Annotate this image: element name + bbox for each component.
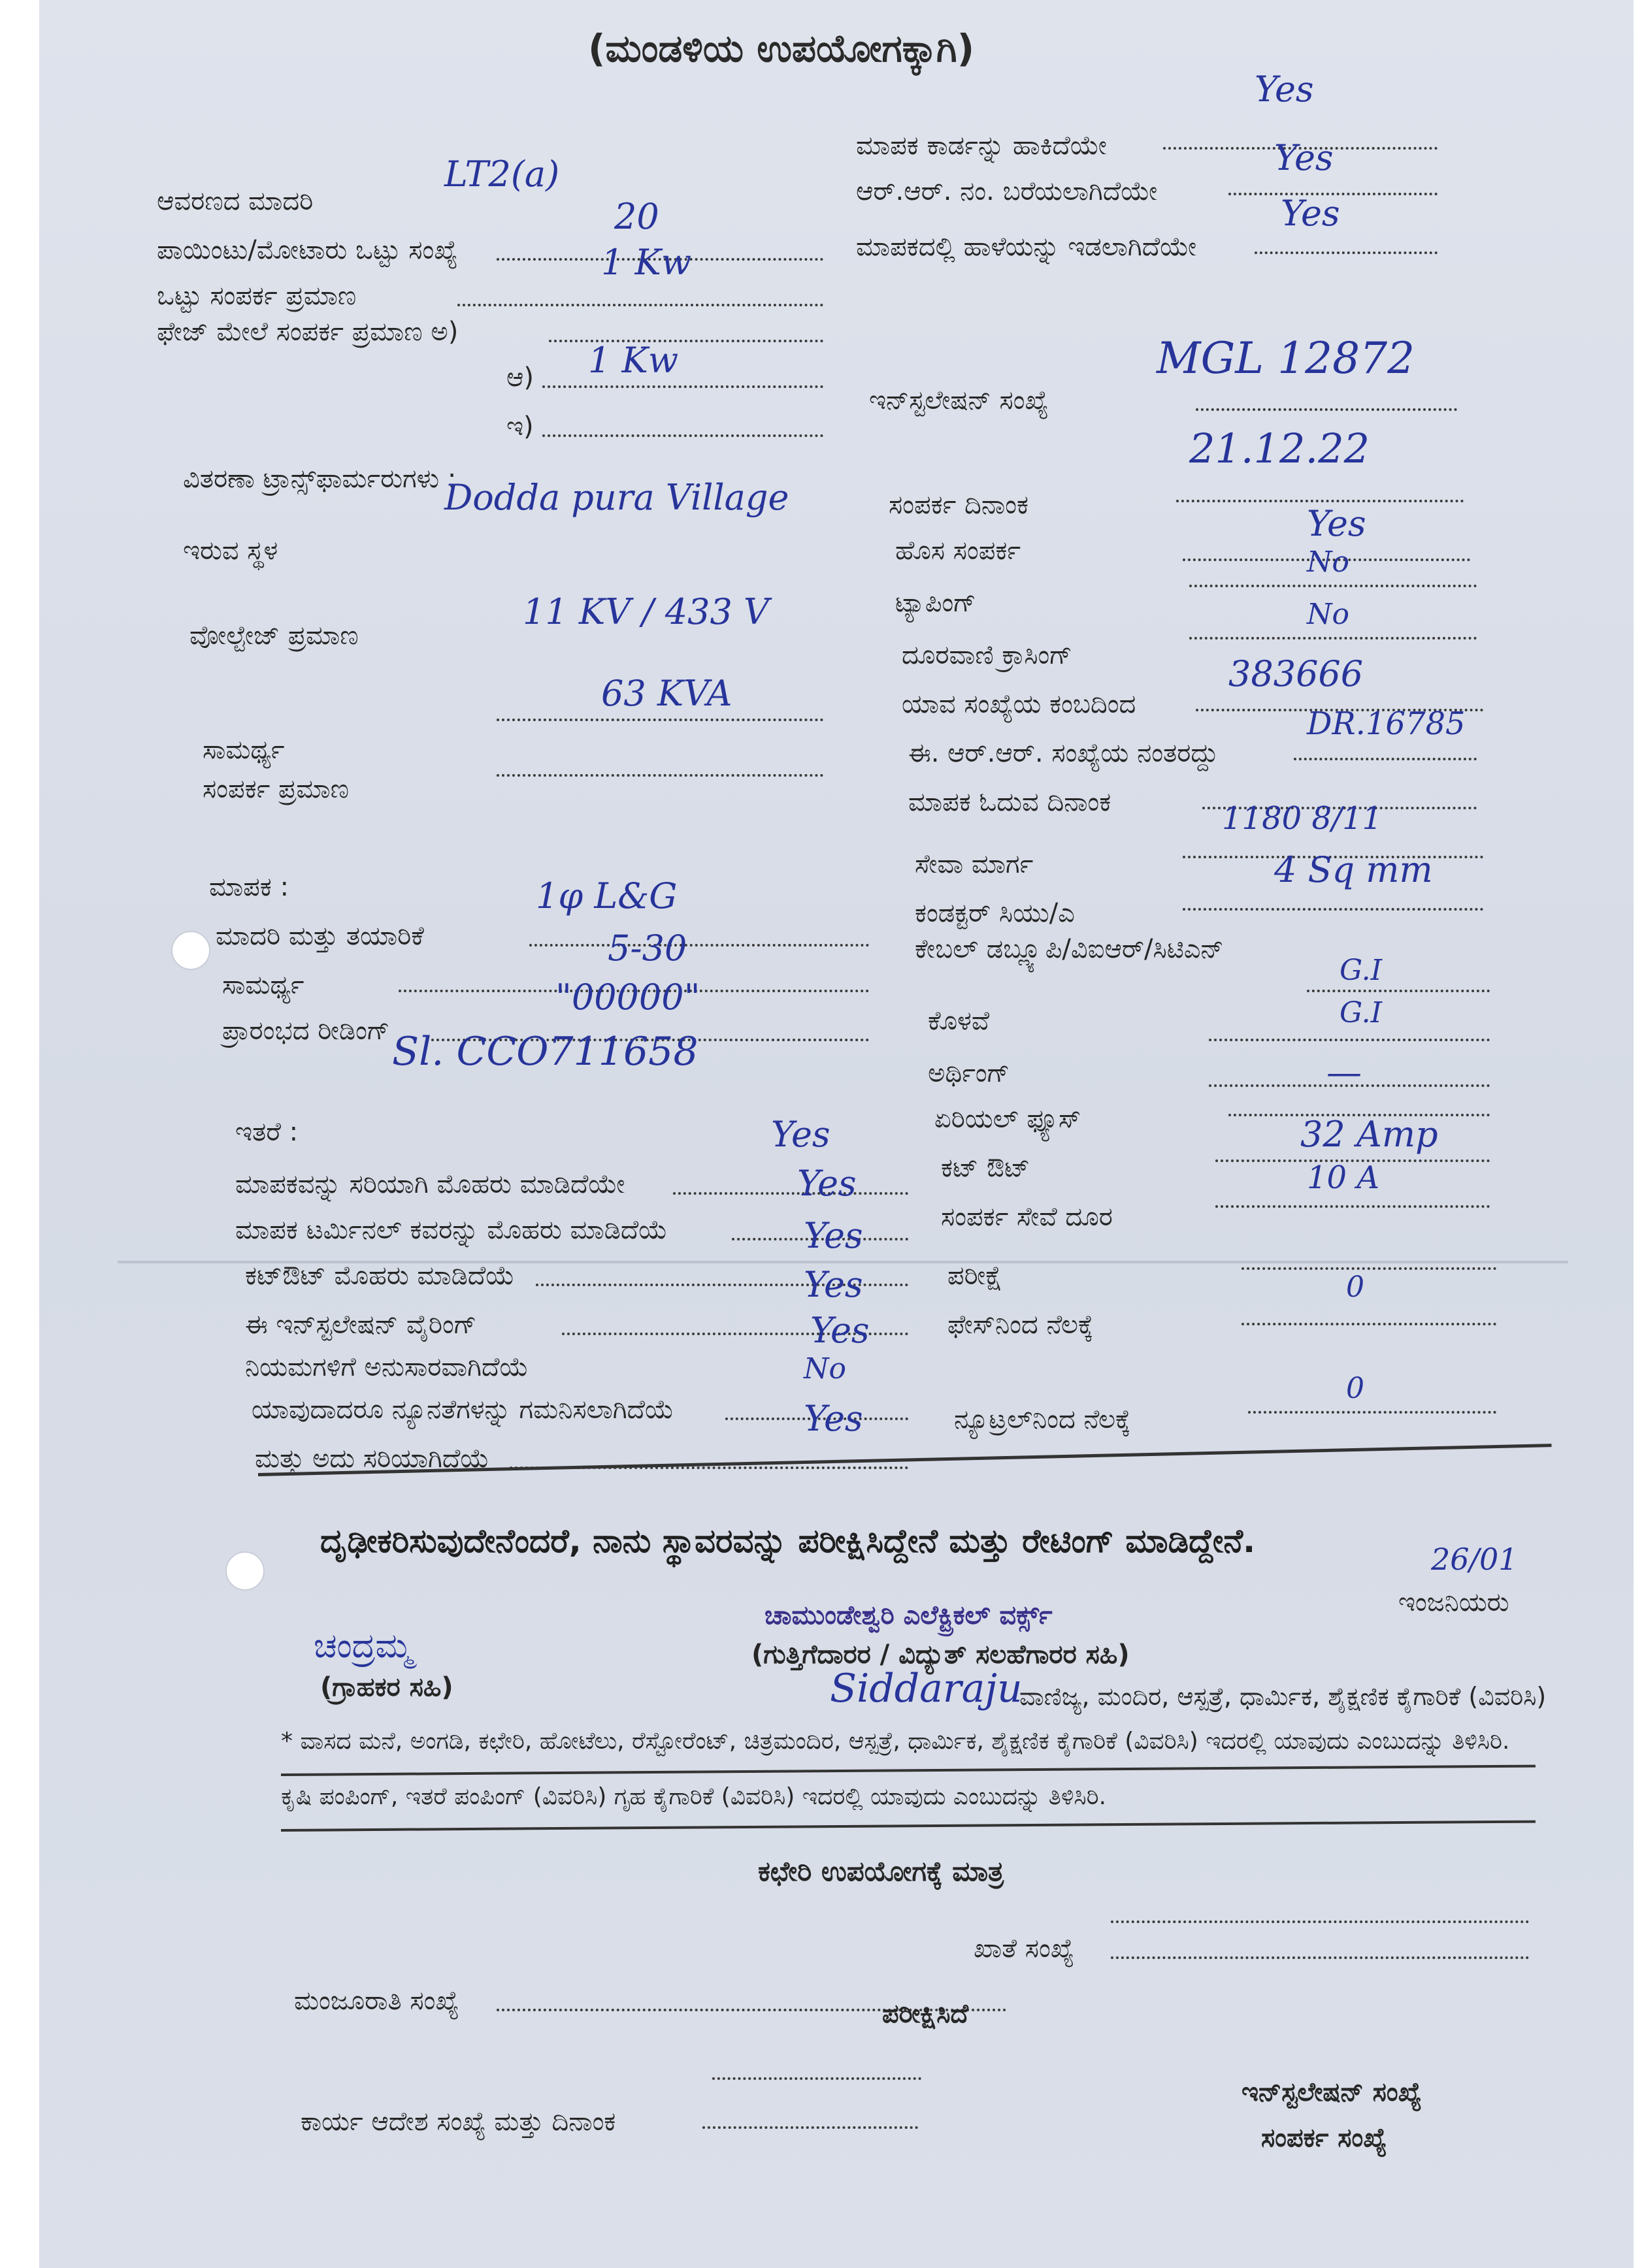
total-load-label: ಒಟ್ಟು ಸಂಪರ್ಕ ಪ್ರಮಾಣ <box>157 281 357 311</box>
cable-value: G.I <box>1340 954 1382 987</box>
wiring-label: ಈ ಇನ್‌ಸ್ಟಲೇಷನ್ ವೈರಿಂಗ್ <box>245 1310 477 1340</box>
new-label: ಹೊಸ ಸಂಪರ್ಕ <box>895 536 1021 566</box>
neutral-line <box>1248 1411 1496 1414</box>
meter-capacity-value: 5-30 <box>608 928 687 969</box>
connected-label: ಸಂಪರ್ಕ ಪ್ರಮಾಣ <box>203 774 349 804</box>
distance-line <box>1215 1205 1490 1208</box>
meter-label: ಮಾಪಕ : <box>209 872 289 902</box>
rr-label: ಆರ್.ಆರ್. ನಂ. ಬರೆಯಲಾಗಿದೆಯೇ <box>856 176 1158 206</box>
serial-value: Sl. CCO711658 <box>392 1029 699 1075</box>
seal1-line <box>673 1192 908 1195</box>
installation-label: ಇನ್‌ಸ್ಟಲೇಷನ್ ಸಂಖ್ಯೆ <box>869 385 1049 415</box>
phone-line <box>1189 637 1477 640</box>
certification-text: ದೃಢೀಕರಿಸುವುದೇನೆಂದರೆ, ನಾನು ಸ್ಥಾವರವನ್ನು ಪರೀಕ್ಷಿಸಿದ್ದೇನೆ ಮತ್ತು ರೇಟಿಂಗ್ ಮಾಡಿದ್ದೇನೆ. <box>320 1522 1256 1560</box>
points-label: ಪಾಯಿಂಟು/ಮೋಟಾರು ಒಟ್ಟು ಸಂಖ್ಯೆ <box>157 235 458 265</box>
read-label: ಮಾಪಕ ಓದುವ ದಿನಾಂಕ <box>908 787 1111 817</box>
slip-label: ಮಾಪಕದಲ್ಲಿ ಹಾಳೆಯನ್ನು ಇಡಲಾಗಿದೆಯೇ <box>856 232 1197 262</box>
distance-label: ಸಂಪರ್ಕ ಸೇವೆ ದೂರ <box>941 1202 1113 1232</box>
voltage-label: ವೋಲ್ಟೇಜ್ ಪ್ರಮಾಣ <box>189 621 359 651</box>
tapping-line <box>1189 585 1477 587</box>
installation-value: MGL 12872 <box>1157 333 1415 383</box>
defects-label: ಯಾವುದಾದರೂ ನ್ಯೂನತೆಗಳನ್ನು ಗಮನಿಸಲಾಗಿದೆಯೆ <box>252 1395 674 1425</box>
cable-label: ಕೇಬಲ್ ಡಬ್ಲ್ಯೂಪಿ/ವಿಐಆರ್/ಸಿಟಿಎನ್ <box>915 934 1224 964</box>
cable-line <box>1307 990 1490 992</box>
defects-value: No <box>804 1352 846 1385</box>
consumer-signature: ಚಂದ್ರಮ್ಮ <box>314 1627 412 1666</box>
test-value: 0 <box>1346 1271 1364 1304</box>
initial-label: ಪ್ರಾರಂಭದ ರೀಡಿಂಗ್ <box>222 1016 390 1046</box>
engineer-label: ಇಂಜನಿಯರು <box>1398 1587 1509 1617</box>
slip-line <box>1255 251 1438 254</box>
wiring-value: Yes <box>804 1264 863 1305</box>
seal3-value: Yes <box>804 1215 863 1256</box>
conductor-value: 4 Sq mm <box>1274 849 1433 890</box>
err-line <box>1294 758 1477 760</box>
corrected-value: Yes <box>804 1398 863 1439</box>
phase-a-line <box>542 385 823 388</box>
total-load-value: 1 Kw <box>601 242 692 283</box>
seal3-label: ಕಟ್‌ಔಟ್ ಮೊಹರು ಮಾಡಿದೆಯೆ <box>245 1261 515 1291</box>
phone-label: ದೂರವಾಣಿ ಕ್ರಾಸಿಂಗ್ <box>902 640 1072 670</box>
form-heading: (ಮಂಡಳಿಯ ಉಪಯೋಗಕ್ಕಾಗಿ) <box>588 26 975 71</box>
seal1-value: Yes <box>771 1114 830 1155</box>
sanction-label: ಮಂಜೂರಾತಿ ಸಂಖ್ಯೆ <box>294 1986 459 2016</box>
work-order-label: ಕಾರ್ಯ ಆದೇಶ ಸಂಖ್ಯೆ ಮತ್ತು ದಿನಾಂಕ <box>301 2107 616 2137</box>
voltage-value: 11 KV / 433 V <box>523 591 769 632</box>
contractor-stamp: ಚಾಮುಂಡೇಶ್ವರಿ ಎಲೆಕ್ಟ್ರಿಕಲ್ ವರ್ಕ್ಸ್ <box>764 1600 1053 1630</box>
rules-label: ನಿಯಮಗಳಿಗೆ ಅನುಸಾರವಾಗಿದೆಯೆ <box>245 1352 529 1382</box>
fuse-value: 32 Amp <box>1300 1114 1438 1155</box>
note-line-3: ಕೃಷಿ ಪಂಪಿಂಗ್, ಇತರೆ ಪಂಪಿಂಗ್ (ವಿವರಿಸಿ) ಗೃಹ ಕೈಗಾರಿಕೆ (ವಿವರಿಸಿ) ಇದರಲ್ಲಿ ಯಾವುದು ಎಂಬುದನ್ನು ತಿಳಿಸಿರಿ. <box>281 1783 1107 1810</box>
pole-label: ಯಾವ ಸಂಖ್ಯೆಯ ಕಂಬದಿಂದ <box>902 689 1136 719</box>
pipe-line <box>1209 1039 1490 1041</box>
cutout-value: 10 A <box>1307 1159 1379 1196</box>
earthing-value: — <box>1326 1052 1362 1093</box>
phase-i-line <box>542 434 823 437</box>
location-value: Dodda pura Village <box>444 477 789 518</box>
capacity-label: ಸಾಮರ್ಥ್ಯ <box>203 735 285 765</box>
seal2-value: Yes <box>797 1163 857 1204</box>
make-line <box>529 944 869 947</box>
card-label: ಮಾಪಕ ಕಾರ್ಡನ್ನು ಹಾಕಿದೆಯೇ <box>856 131 1107 161</box>
phase-a-value: 1 Kw <box>588 340 679 381</box>
phase-label: ಫೇಜ್ ಮೇಲೆ ಸಂಪರ್ಕ ಪ್ರಮಾಣ ಅ) <box>157 317 459 347</box>
conductor-label: ಕಂಡಕ್ಟರ್ ಸಿಯು/ಎ <box>915 898 1075 928</box>
checked-label: ಪರೀಕ್ಷಿಸಿದೆ <box>882 1999 968 2029</box>
engineer-date: 26/01 <box>1431 1542 1518 1577</box>
note-line-1: ವಾಣಿಜ್ಯ, ಮಂದಿರ, ಆಸ್ಪತ್ರೆ, ಧಾರ್ಮಿಕ, ಶೈಕ್ಷಣಿಕ ಕೈಗಾರಿಕೆ (ವಿವರಿಸಿ) <box>1019 1682 1547 1711</box>
route-value: 1180 8/11 <box>1222 800 1383 837</box>
location-label: ಇರುವ ಸ್ಥಳ <box>183 536 278 566</box>
enclosure-label: ಆವರಣದ ಮಾದರಿ <box>157 186 314 216</box>
new-value: Yes <box>1307 503 1366 544</box>
punch-hole-top <box>171 931 210 970</box>
work-order-line <box>702 2126 918 2129</box>
pole-value: 383666 <box>1228 653 1364 694</box>
initial-value: "00000" <box>555 977 700 1018</box>
total-load-line <box>457 304 823 306</box>
err-value: DR.16785 <box>1307 705 1466 742</box>
earthing-label: ಅರ್ಥಿಂಗ್ <box>928 1058 1010 1088</box>
consumer-label: (ಗ್ರಾಹಕರ ಸಹಿ) <box>320 1672 453 1702</box>
office-connection-label: ಸಂಪರ್ಕ ಸಂಖ್ಯೆ <box>1261 2123 1387 2153</box>
enclosure-value: LT2(a) <box>444 154 560 195</box>
phase-a-label: ಆ) <box>506 363 534 393</box>
note-line-2: * ವಾಸದ ಮನೆ, ಅಂಗಡಿ, ಕಛೇರಿ, ಹೋಟೆಲು, ರೆಸ್ಟೋರೆಂಟ್, ಚಿತ್ರಮಂದಿರ, ಆಸ್ಪತ್ರೆ, ಧಾರ್ಮಿಕ, ಶೈಕ್ಷಣಿಕ ಕೈಗಾರಿಕೆ (ವಿವರಿಸಿ) ಇದರಲ್ಲಿ ಯಾವುದು ಎಂಬುದನ್ನು ತಿಳಿಸಿರಿ. <box>281 1728 1510 1755</box>
corrected-label: ಮತ್ತು ಅದು ಸರಿಯಾಗಿದೆಯೆ <box>255 1444 489 1474</box>
test-label: ಪರೀಕ್ಷೆ <box>947 1261 1003 1291</box>
tapping-value: No <box>1307 545 1349 579</box>
conductor-line <box>1183 908 1483 911</box>
pipe-value: G.I <box>1340 996 1382 1029</box>
card-value: Yes <box>1255 69 1314 110</box>
office-top-line <box>1111 1920 1529 1923</box>
rr-value: Yes <box>1274 137 1334 178</box>
fuse-label: ಏರಿಯಲ್ ಫ್ಯೂಸ್ <box>934 1104 1081 1134</box>
phase-earth-line <box>1241 1323 1496 1325</box>
pipe-label: ಕೊಳವೆ <box>928 1006 990 1036</box>
meter-capacity-label: ಸಾಮರ್ಥ್ಯ <box>222 970 304 1000</box>
slip-value: Yes <box>1281 193 1340 234</box>
capacity-value: 63 KVA <box>601 673 732 714</box>
cutout-label: ಕಟ್ ಔಟ್ <box>941 1153 1030 1183</box>
tapping-label: ಟ್ಯಾಪಿಂಗ್ <box>895 588 976 618</box>
connected-line <box>497 774 823 777</box>
contractor-label: (ಗುತ್ತಿಗೆದಾರರ / ವಿದ್ಯುತ್ ಸಲಹೆಗಾರರ ಸಹಿ) <box>751 1640 1130 1670</box>
route-label: ಸೇವಾ ಮಾರ್ಗ <box>915 849 1034 879</box>
make-label: ಮಾದರಿ ಮತ್ತು ತಯಾರಿಕೆ <box>216 921 424 951</box>
date-line <box>1176 500 1464 502</box>
make-value: 1φ L&G <box>536 875 678 916</box>
office-title: ಕಛೇರಿ ಉಪಯೋಗಕ್ಕೆ ಮಾತ್ರ <box>758 1855 1004 1887</box>
office-installation-label: ಇನ್‌ಸ್ಟಲೇಷನ್ ಸಂಖ್ಯೆ <box>1241 2077 1422 2107</box>
account-label: ಖಾತೆ ಸಂಖ್ಯೆ <box>974 1934 1074 1964</box>
date-label: ಸಂಪರ್ಕ ದಿನಾಂಕ <box>889 490 1028 520</box>
date-value: 21.12.22 <box>1189 425 1370 472</box>
seal2-label: ಮಾಪಕ ಟರ್ಮಿನಲ್ ಕವರನ್ನು ಮೊಹರು ಮಾಡಿದೆಯೆ <box>235 1215 668 1245</box>
phase-earth-label: ಫೇಸ್‌ನಿಂದ ನೆಲಕ್ಕೆ <box>947 1310 1094 1340</box>
phase-i-label: ಇ) <box>506 412 534 442</box>
contractor-signature: Siddaraju <box>830 1666 1023 1711</box>
seal1-label: ಮಾಪಕವನ್ನು ಸರಿಯಾಗಿ ಮೊಹರು ಮಾಡಿದೆಯೇ <box>235 1169 625 1199</box>
account-line <box>1111 1956 1529 1959</box>
test-line <box>1241 1267 1496 1270</box>
points-value: 20 <box>614 196 659 237</box>
rules-value: Yes <box>810 1310 870 1351</box>
neutral-value: 0 <box>1346 1372 1364 1405</box>
neutral-label: ನ್ಯೂಟ್ರಲ್‌ನಿಂದ ನೆಲಕ್ಕೆ <box>954 1404 1131 1434</box>
transformer-label: ವಿತರಣಾ ಟ್ರಾನ್ಸ್‌ಫಾರ್ಮರುಗಳು : <box>183 464 457 494</box>
err-label: ಈ. ಆರ್.ಆರ್. ಸಂಖ್ಯೆಯ ನಂತರದ್ದು <box>908 738 1219 768</box>
capacity-line <box>497 719 823 721</box>
checked-line <box>712 2077 921 2080</box>
others-label: ಇತರೆ : <box>235 1117 299 1147</box>
phone-value: No <box>1307 598 1349 631</box>
punch-hole-bottom <box>225 1551 265 1591</box>
installation-line <box>1196 408 1457 411</box>
